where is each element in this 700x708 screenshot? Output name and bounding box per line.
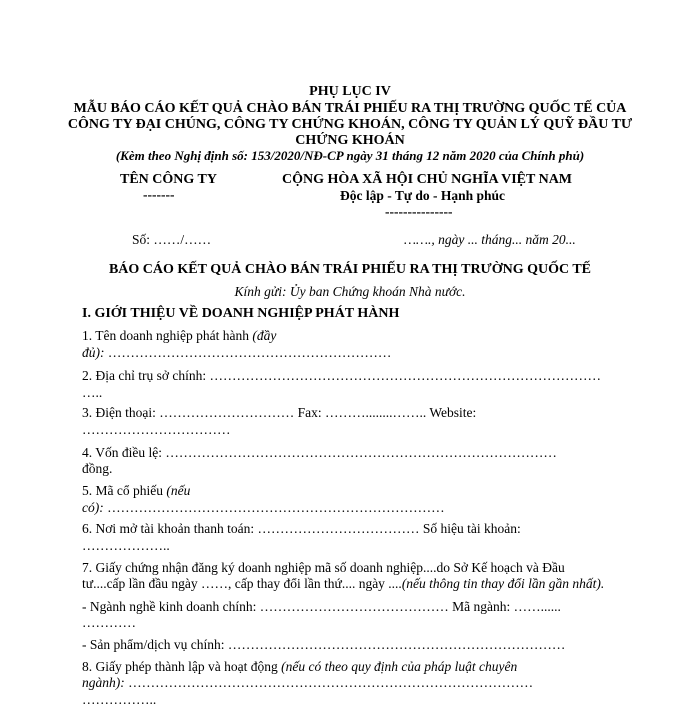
- national-motto: Độc lập - Tự do - Hạnh phúc: [340, 188, 506, 203]
- field-5-line-2: [82, 500, 622, 516]
- field-2-label: 2. Địa chỉ trụ sở chính:: [82, 368, 210, 383]
- field-1-note-cont: đủ):: [82, 345, 105, 360]
- field-1-dots: ………………………………………………………: [104, 345, 392, 360]
- business-line: [82, 599, 622, 615]
- field-8-cont: ……………..: [82, 692, 157, 707]
- payment-account-place: 6. Nơi mở tài khoản thanh toán: ………………………………: [82, 521, 423, 536]
- field-2-cont: …..: [82, 385, 103, 400]
- report-title: BÁO CÁO KẾT QUẢ CHÀO BÁN TRÁI PHIẾU RA THỊ TRƯỜNG QUỐC TẾ: [108, 262, 592, 277]
- company-name: TÊN CÔNG TY: [120, 172, 217, 187]
- field-3-line-1: [82, 405, 622, 421]
- field-8-label: 8. Giấy phép thành lập và hoạt động: [82, 659, 282, 674]
- field-8-line-1: [82, 659, 622, 675]
- decree-note: (Kèm theo Nghị định số: 153/2020/NĐ-CP ngày 31 tháng 12 năm 2020 của Chính phủ): [115, 148, 585, 163]
- document-date: ……., ngày ... tháng... năm 20...: [404, 232, 576, 247]
- field-4-cont: đồng.: [82, 461, 113, 476]
- field-6-cont: ………………..: [82, 538, 170, 553]
- recipient-line: Kính gửi: Ủy ban Chứng khoán Nhà nước.: [234, 284, 466, 299]
- form-title-line-2: CÔNG TY ĐẠI CHÚNG, CÔNG TY CHỨNG KHOÁN, CÔNG TY QUẢN LÝ QUỸ ĐẦU TƯ: [67, 117, 633, 132]
- field-8-dots: ………………………………………………………………………………: [124, 675, 534, 690]
- account-number-label: Số hiệu tài khoản:: [422, 521, 521, 536]
- form-title-line-3: CHỨNG KHOÁN: [295, 133, 405, 148]
- website-field: Website:: [429, 405, 477, 420]
- main-products-label: - Sản phẩm/dịch vụ chính:: [82, 637, 228, 652]
- field-2-dots: ……………………………………………………………………………: [209, 368, 601, 383]
- field-4-line-1: [82, 445, 622, 461]
- field-8-line-2: [82, 675, 622, 691]
- field-5-line-1: [82, 483, 622, 499]
- business-line-label: - Ngành nghề kinh doanh chính: ……………………………………: [82, 599, 453, 614]
- field-1-note: (đầy: [252, 328, 277, 343]
- field-5-label: 5. Mã cổ phiếu: [82, 483, 167, 498]
- form-title-line-1: MẪU BÁO CÁO KẾT QUẢ CHÀO BÁN TRÁI PHIẾU RA THỊ TRƯỜNG QUỐC TẾ CỦA: [73, 101, 627, 116]
- field-7-text: tư....cấp lần đầu ngày ……, cấp thay đổi lần thứ.... ngày ....: [82, 576, 402, 591]
- company-dashes: -------: [143, 187, 175, 202]
- field-1-line-1: [82, 328, 622, 344]
- fax-field: Fax: ………........……..: [297, 405, 430, 420]
- field-5-note: (nếu: [166, 483, 191, 498]
- field-7-line-1: 7. Giấy chứng nhận đăng ký doanh nghiệp mã số doanh nghiệp....do Sở Kế hoạch và Đầu: [82, 560, 565, 575]
- main-products: [82, 637, 622, 653]
- document-number: Số: ……/……: [132, 232, 212, 247]
- field-3-cont: ……………………………: [82, 422, 231, 437]
- field-8-note: (nếu có theo quy định của pháp luật chuyên: [281, 659, 518, 674]
- field-2-line-1: [82, 368, 622, 384]
- motto-dashes: ---------------: [385, 204, 453, 219]
- field-4-label: 4. Vốn điều lệ:: [82, 445, 166, 460]
- field-1-label: 1. Tên doanh nghiệp phát hành: [82, 328, 253, 343]
- section-heading: I. GIỚI THIỆU VỀ DOANH NGHIỆP PHÁT HÀNH: [82, 306, 400, 321]
- nation-name: CỘNG HÒA XÃ HỘI CHỦ NGHĨA VIỆT NAM: [282, 172, 573, 187]
- field-7-note: (nếu thông tin thay đổi lần gần nhất).: [401, 576, 605, 591]
- field-4-dots: ……………………………………………………………………………: [165, 445, 557, 460]
- industry-code: Mã ngành: ……......: [452, 599, 561, 614]
- business-line-cont: …………: [82, 615, 136, 630]
- field-5-note-cont: có):: [82, 500, 104, 515]
- field-7-line-2: [82, 576, 622, 592]
- field-5-dots: …………………………………………………………………: [103, 500, 445, 515]
- appendix-title: PHỤ LỤC IV: [309, 84, 391, 99]
- main-products-dots: …………………………………………………………………: [227, 637, 566, 652]
- phone-field: 3. Điện thoại: …………………………: [82, 405, 298, 420]
- field-8-note-cont: ngành):: [82, 675, 125, 690]
- field-1-line-2: [82, 345, 622, 361]
- field-6-line-1: [82, 521, 622, 537]
